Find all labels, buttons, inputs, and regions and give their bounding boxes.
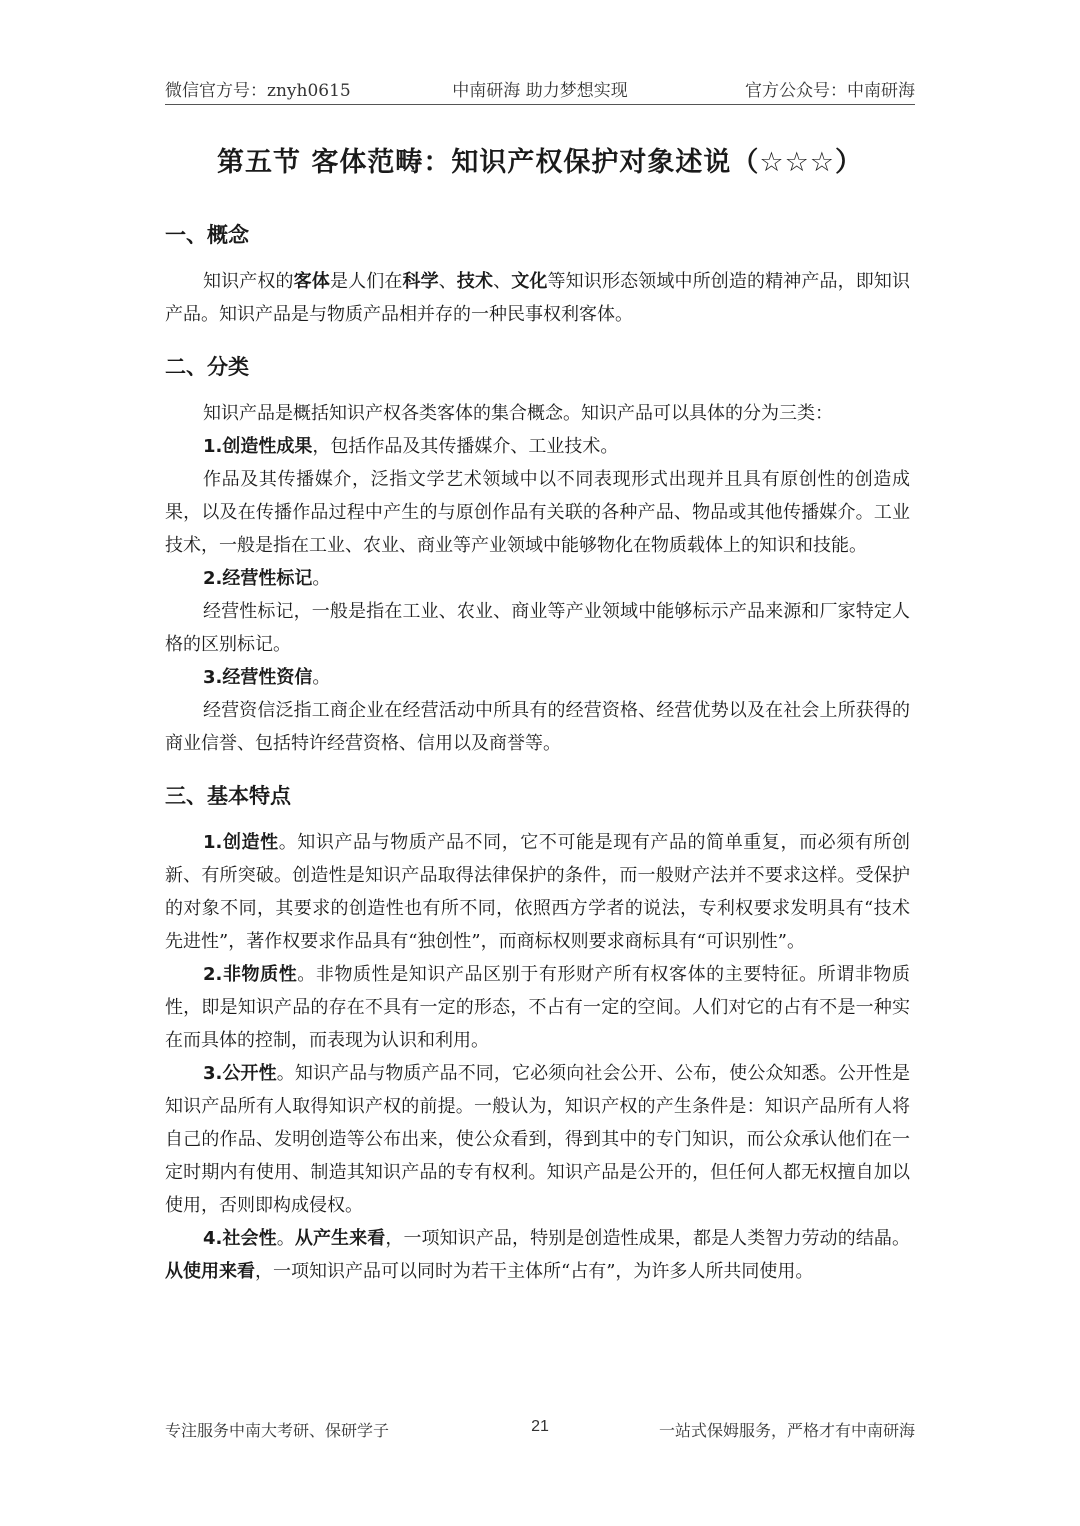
item-title: 2.经营性标记 (203, 568, 313, 589)
feature-creativity (165, 826, 910, 958)
footer-tagline-left: 专注服务中南大考研、保研学子 (165, 1421, 390, 1440)
section-heading-classification: 二、分类 (165, 355, 249, 379)
text-run: 知识产权的 (203, 271, 294, 292)
page-header (165, 76, 915, 106)
concept-paragraph (165, 265, 910, 331)
text-run: 、 (493, 271, 512, 292)
bold-term: 从使用来看 (165, 1261, 255, 1282)
item-title: 2.非物质性 (203, 964, 298, 985)
item-title: 1.创造性成果 (203, 436, 313, 457)
text-run: ，一项知识产品，特别是创造性成果，都是人类智力劳动的结晶。 (385, 1228, 911, 1249)
feature-sociality (165, 1222, 910, 1288)
footer-tagline-right: 一站式保姆服务，严格才有中南研海 (658, 1421, 915, 1440)
header-divider (165, 104, 915, 105)
item-title: 3.经营性资信 (203, 667, 313, 688)
classification-item-3 (165, 661, 910, 694)
text-run: 等知识形态领域中所创造的精神产品，即知识产品。知识产品是与物质产品相并存的一种民事权利客体。 (165, 271, 911, 325)
feature-immateriality (165, 958, 910, 1057)
text-run: 。 (312, 667, 331, 688)
classification-item-2 (165, 562, 910, 595)
page-number: 21 (531, 1418, 549, 1435)
bold-term: 技术 (456, 271, 494, 292)
item-title: 3.公开性 (203, 1063, 277, 1084)
page-title: 第五节 客体范畴：知识产权保护对象述说（☆☆☆） (216, 147, 863, 178)
text-run: ，一项知识产品可以同时为若干主体所“占有”，为许多人所共同使用。 (255, 1261, 814, 1282)
section-heading-features: 三、基本特点 (165, 784, 291, 808)
text-run: 。知识产品与物质产品不同，它必须向社会公开、公布，使公众知悉。公开性是知识产品所有人取得知识产权的前提。一般认为，知识产权的产生条件是：知识产品所有人将自己的作品、发明创造等公布出来，使公众看到，得到其中的专门知识，而公众承认他们在一定时期内有使用、制造其知识产品的专有权利。知识产品是公开的，但任何人都无权擅自加以使用，否则即构成侵权。 (165, 1063, 910, 1216)
header-slogan: 中南研海 助力梦想实现 (452, 81, 628, 101)
text-run: 、 (438, 271, 457, 292)
text-run: 。非物质性是知识产品区别于有形财产所有权客体的主要特征。所谓非物质性，即是知识产品的存在不具有一定的形态，不占有一定的空间。人们对它的占有不是一种实在而具体的控制，而表现为认识和利用。 (165, 964, 910, 1051)
feature-publicity (165, 1057, 910, 1222)
text-run: 是人们在 (329, 271, 403, 292)
bold-term: 科学 (402, 271, 439, 292)
item-title: 1.创造性 (203, 832, 279, 853)
section-heading-concept: 一、概念 (165, 223, 249, 247)
text-run: ，包括作品及其传播媒介、工业技术。 (312, 436, 619, 457)
classification-item-2-desc: 经营性标记，一般是指在工业、农业、商业等产业领域中能够标示产品来源和厂家特定人格的区别标记。 (165, 601, 910, 655)
document-body (165, 215, 910, 1288)
header-wechat-id: 微信官方号：znyh0615 (165, 81, 351, 101)
header-official-account: 官方公众号：中南研海 (745, 81, 915, 101)
text-run: 。知识产品与物质产品不同，它不可能是现有产品的简单重复，而必须有所创新、有所突破。创造性是知识产品取得法律保护的条件，而一般财产法并不要求这样。受保护的对象不同，其要求的创造性也有所不同，依照西方学者的说法，专利权要求发明具有“技术先进性”，著作权要求作品具有“独创性”，而商标权则要求商标具有“可识别性”。 (165, 832, 910, 952)
bold-term: 从产生来看 (294, 1228, 386, 1249)
bold-term: 客体 (293, 271, 330, 292)
text-run: 。 (312, 568, 331, 589)
classification-item-1-desc: 作品及其传播媒介，泛指文学艺术领域中以不同表现形式出现并且具有原创性的创造成果，以及在传播作品过程中产生的与原创作品有关联的各种产品、物品或其他传播媒介。工业技术，一般是指在工业、农业、商业等产业领域中能够物化在物质载体上的知识和技能。 (165, 469, 910, 556)
text-run: 。 (276, 1228, 295, 1249)
classification-intro: 知识产品是概括知识产权各类客体的集合概念。知识产品可以具体的分为三类： (203, 403, 833, 424)
item-title: 4.社会性 (203, 1228, 277, 1249)
classification-item-1 (165, 430, 910, 463)
classification-item-3-desc: 经营资信泛指工商企业在经营活动中所具有的经营资格、经营优势以及在社会上所获得的商业信誉、包括特许经营资格、信用以及商誉等。 (165, 700, 910, 754)
bold-term: 文化 (511, 271, 548, 292)
